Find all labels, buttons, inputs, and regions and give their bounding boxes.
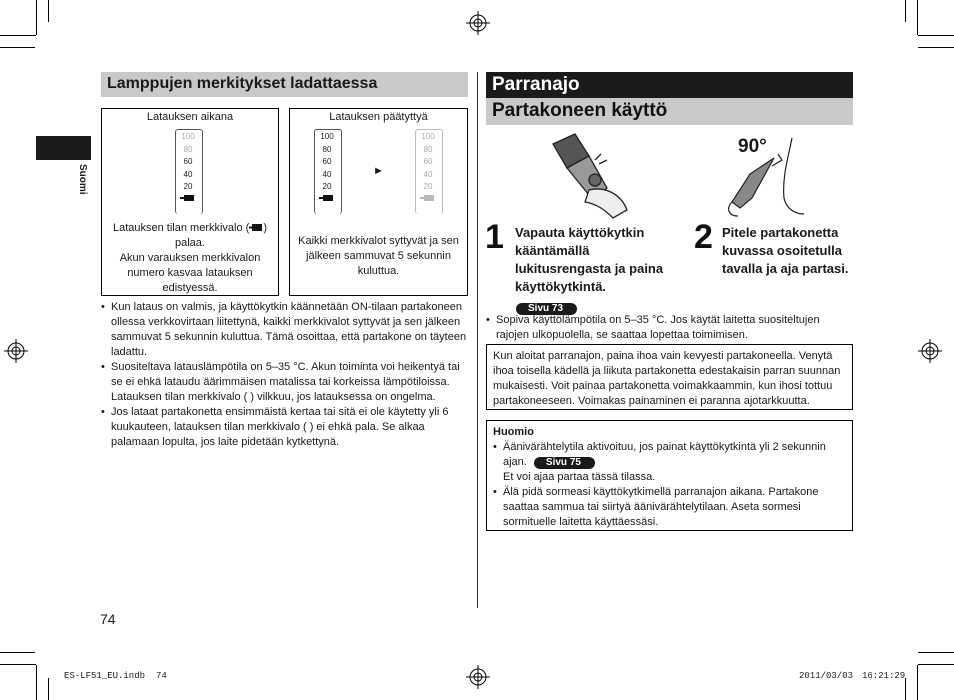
- charging-description: [108, 221, 272, 296]
- plug-icon: [420, 194, 436, 202]
- charging-complete-description: Kaikki merkkivalot syttyvät ja sen jälkeen sammuvat 5 sekunnin kuluttua.: [298, 235, 459, 277]
- box-caption: Latauksen aikana: [146, 111, 234, 123]
- registration-mark-icon: [4, 339, 28, 363]
- list-item: • Kun lataus on valmis, ja käyttökytkin käännetään ON-tilaan partakoneen ollessa verkkovirtaan liitettynä, kaikki merkkivalot syttyvät ja sen jälkeen sammuvat 5 sekunnin kuluttua. Tämä osoittaa, että partakone on täyteen ladattu.: [101, 300, 469, 360]
- crop-mark: [0, 47, 35, 48]
- step-2-text: Pitele partakonetta kuvassa osoitetulla tavalla ja aja partasi.: [722, 225, 849, 276]
- notice-text: Äänivärähtelytila aktivoituu, jos painat käyttökytkintä yli 2 sekunnin ajan.: [503, 441, 826, 468]
- notice-title: Huomio: [493, 426, 534, 438]
- registration-mark-icon: [466, 665, 490, 689]
- level-label: 60: [322, 157, 332, 166]
- footer-date: 2011/03/03: [799, 671, 854, 681]
- list-item: • Sopiva käyttölämpötila on 5–35 °C. Jos käytät laitetta suositeltujen rajojen ulkopuolella, se saattaa lopettaa toimimisen.: [486, 313, 854, 343]
- desc-part: Latauksen tilan merkkivalo (: [112, 222, 250, 234]
- level-label: 80: [322, 144, 332, 154]
- crop-mark: [0, 652, 35, 653]
- registration-mark-icon: [918, 339, 942, 363]
- crop-mark: [918, 664, 954, 665]
- footer-file: ES-LF51_EU.indb: [64, 671, 146, 681]
- page-ref-badge: Sivu 73: [516, 303, 577, 315]
- level-scale: [416, 131, 440, 194]
- level-label: 40: [423, 169, 433, 179]
- notice-text: Älä pidä sormeasi käyttökytkimellä parranajon aikana. Partakone saattaa sammua tai siirtyä äänivärähtelytilaan. Aseta sormesi sormituelle laitetta käyttäessäsi.: [503, 486, 819, 528]
- charging-complete-box: [289, 108, 468, 296]
- temperature-note: [486, 313, 854, 343]
- tip-box: Kun aloitat parranajon, paina ihoa vain kevyesti partakoneella. Venytä ihoa toisella kädellä ja liikuta partakonetta edestakaisin parran suunnan mukaisesti. Voit painaa partakonetta voimakkaammin, kun ihosi tottuu partakoneeseen. Voimakas painaminen ei paranna ajotarkkuutta.: [486, 344, 853, 410]
- level-scale: [176, 131, 200, 194]
- desc-part: ): [263, 222, 267, 234]
- level-label: 100: [421, 132, 435, 141]
- crop-mark: [0, 664, 36, 665]
- box-caption: Latauksen päätyttyä: [329, 111, 428, 123]
- crop-mark: [0, 35, 36, 36]
- list-item: • Äänivärähtelytila aktivoituu, jos painat käyttökytkintä yli 2 sekunnin ajan. Sivu 75 Et voi ajaa partaa tässä tilassa.: [493, 440, 846, 485]
- registration-mark-icon: [466, 11, 490, 35]
- level-label: 100: [320, 132, 334, 141]
- crop-mark: [36, 665, 37, 700]
- side-tab-label: Suomi: [77, 164, 88, 195]
- arrow-icon: ►: [373, 165, 384, 177]
- subsection-title-using-shaver: Partakoneen käyttö: [486, 98, 853, 125]
- plug-icon: [249, 224, 263, 231]
- level-label: 20: [423, 182, 433, 191]
- step-number: 2: [694, 218, 713, 256]
- level-label: 80: [423, 144, 433, 154]
- level-label: 60: [423, 157, 433, 166]
- crop-mark: [48, 0, 49, 22]
- footer-file-page: 74: [156, 671, 167, 681]
- crop-mark: [905, 678, 906, 700]
- footer-time: 16:21:29: [862, 671, 906, 681]
- level-label: 60: [183, 157, 193, 166]
- crop-mark: [918, 652, 954, 653]
- list-item: • Suositeltava latauslämpötila on 5–35 °C. Akun toiminta voi heikentyä tai se ei ehkä lataudu äärimmäisen matalissa tai korkeissa lämpötiloissa. Latauksen tilan merkkivalo ( ) vilkkuu, jos latauksessa on ongelma.: [101, 360, 469, 405]
- shaving-angle-illustration: [722, 138, 812, 218]
- crop-mark: [36, 0, 37, 35]
- level-label: 40: [183, 169, 193, 179]
- crop-mark: [48, 678, 49, 700]
- list-item: • Jos lataat partakonetta ensimmäistä kertaa tai sitä ei ole käytetty yli 6 kuukauteen, latauksen tilan merkkivalo ( ) ei ehkä pala. Se alkaa palamaan lopulta, jos laite pidetään kytkettynä.: [101, 405, 469, 450]
- level-label: 20: [183, 182, 193, 191]
- notice-text: Et voi ajaa partaa tässä tilassa.: [503, 471, 656, 483]
- charging-box: [101, 108, 279, 296]
- step-1-text: Vapauta käyttökytkin kääntämällä lukitusrengasta ja paina käyttökytkintä.: [515, 225, 664, 294]
- crop-mark: [918, 47, 954, 48]
- plug-icon: [180, 194, 196, 202]
- crop-mark: [905, 0, 906, 22]
- angle-label: 90°: [738, 136, 767, 157]
- crop-mark: [917, 0, 918, 35]
- section-title-charging-lamps: Lamppujen merkitykset ladattaessa: [101, 72, 468, 97]
- level-label: 100: [181, 132, 195, 141]
- section-title-shaving: Parranajo: [486, 72, 853, 98]
- page-ref-badge: Sivu 75: [534, 457, 595, 469]
- level-label: 80: [183, 144, 193, 154]
- level-label: 20: [322, 182, 332, 191]
- desc-part: palaa. Akun varauksen merkkivalon numero kasvaa latauksen edistyessä.: [119, 237, 261, 294]
- page-number: 74: [100, 611, 116, 627]
- plug-icon: [319, 194, 335, 202]
- charging-notes: [101, 300, 469, 450]
- level-label: 40: [322, 169, 332, 179]
- level-scale: [315, 131, 339, 194]
- crop-mark: [917, 665, 918, 700]
- step-number: 1: [485, 218, 504, 256]
- side-tab-marker: [36, 136, 91, 160]
- column-divider: [477, 72, 478, 608]
- notice-box: [486, 420, 853, 531]
- crop-mark: [918, 35, 954, 36]
- shaver-unlock-illustration: [535, 130, 635, 220]
- list-item: • Älä pidä sormeasi käyttökytkimellä parranajon aikana. Partakone saattaa sammua tai siirtyä äänivärähtelytilaan. Aseta sormesi sormituelle laitetta käyttäessäsi.: [493, 486, 819, 528]
